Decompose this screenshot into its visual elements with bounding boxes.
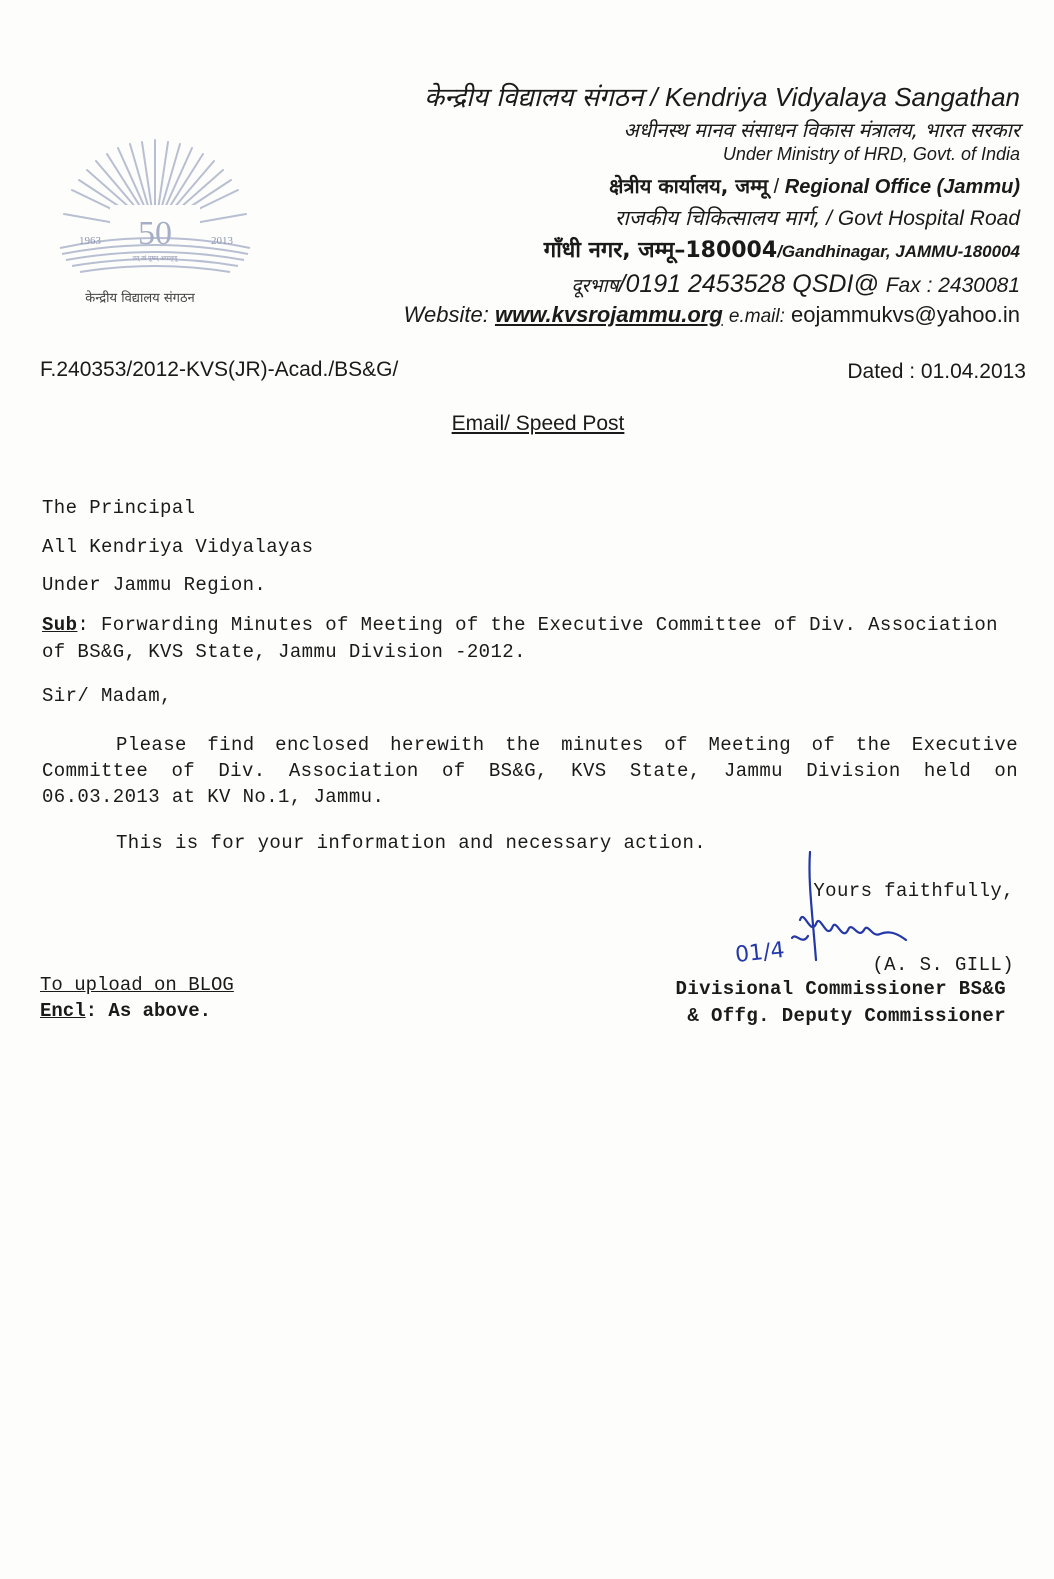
city-hindi: गाँधी नगर, जम्मू–180004 xyxy=(543,238,778,263)
signatory-designation-2: & Offg. Deputy Commissioner xyxy=(687,1005,1006,1027)
signatory-name: (A. S. GILL) xyxy=(872,954,1014,976)
phone-label: दूरभाष xyxy=(571,275,619,297)
regional-office-english: Regional Office (Jammu) xyxy=(784,176,1020,198)
dispatch-mode: Email/ Speed Post xyxy=(451,412,625,435)
email-address[interactable]: eojammukvs@yahoo.in xyxy=(791,302,1020,327)
logo-number: 50 xyxy=(138,215,172,252)
logo-year-start: 1963 xyxy=(79,235,101,247)
org-name-hindi: केन्द्रीय विद्यालय संगठन xyxy=(424,83,644,113)
regional-office-hindi: क्षेत्रीय कार्यालय, जम्मू xyxy=(609,174,769,198)
letterhead-org-name: केन्द्रीय विद्यालय संगठन / Kendriya Vidyalaya Sangathan xyxy=(424,82,1020,113)
closing: Yours faithfully, xyxy=(813,880,1014,902)
logo-caption: केन्द्रीय विद्यालय संगठन xyxy=(85,291,195,306)
subject-label: Sub xyxy=(42,614,78,636)
city-english: /Gandhinagar, JAMMU-180004 xyxy=(777,242,1020,261)
email-label: e.mail: xyxy=(728,306,785,327)
fax-number: Fax : 2430081 xyxy=(885,274,1020,297)
body-paragraph-action: This is for your information and necessary action. xyxy=(116,832,707,854)
road-hindi: राजकीय चिकित्सालय मार्ग, xyxy=(614,206,821,230)
signatory-designation: Divisional Commissioner BS&G xyxy=(675,978,1006,1000)
website-link[interactable]: www.kvsrojammu.org xyxy=(494,302,723,327)
phone-number: 0191 2453528 QSDI@ xyxy=(625,270,879,298)
regional-office: क्षेत्रीय कार्यालय, जम्मू / Regional Office (Jammu) xyxy=(609,174,1020,198)
subject-text: : Forwarding Minutes of Meeting of the Executive Committee of Div. Association of BS&G, KVS State, Jammu Division -2012. xyxy=(42,614,998,663)
org-name-english: Kendriya Vidyalaya Sangathan xyxy=(664,82,1020,112)
address-line: All Kendriya Vidyalayas xyxy=(42,536,314,558)
body-paragraph: Please find enclosed herewith the minutes of Meeting of the Executive Committee of Div. Association of BS&G, KVS State, Jammu Division held on 06.03.2013 at KV No.1, Jammu. xyxy=(42,734,1018,808)
enclosure-text: : As above. xyxy=(85,1000,212,1022)
subject-line xyxy=(42,612,1002,666)
ministry-hindi: अधीनस्थ मानव संसाधन विकास मंत्रालय, भारत सरकार xyxy=(623,118,1020,142)
road-english: Govt Hospital Road xyxy=(837,207,1020,230)
enclosure-label: Encl xyxy=(40,1000,86,1022)
city-line xyxy=(544,234,1020,264)
road-line: राजकीय चिकित्सालय मार्ग, / Govt Hospital Road xyxy=(614,206,1020,230)
enclosure-line xyxy=(40,1000,211,1022)
website-label: Website: xyxy=(403,302,489,327)
address-line: Under Jammu Region. xyxy=(42,574,267,596)
logo-motto: तत् त्वं पूषन् अपावृणु xyxy=(132,255,178,262)
web-email-line xyxy=(404,302,1020,328)
phone-line: दूरभाष/0191 2453528 QSDI@ Fax : 2430081 xyxy=(571,270,1020,298)
letter-date: Dated : 01.04.2013 xyxy=(847,360,1026,383)
upload-note: To upload on BLOG xyxy=(40,974,234,996)
salutation: Sir/ Madam, xyxy=(42,685,172,707)
file-number: F.240353/2012-KVS(JR)-Acad./BS&G/ xyxy=(40,358,399,381)
logo-year-end: 2013 xyxy=(211,235,233,247)
signature-date: 01/4 xyxy=(734,937,786,968)
kvs-50-years-logo xyxy=(50,120,260,310)
ministry-english: Under Ministry of HRD, Govt. of India xyxy=(722,144,1020,164)
address-line: The Principal xyxy=(42,497,196,519)
